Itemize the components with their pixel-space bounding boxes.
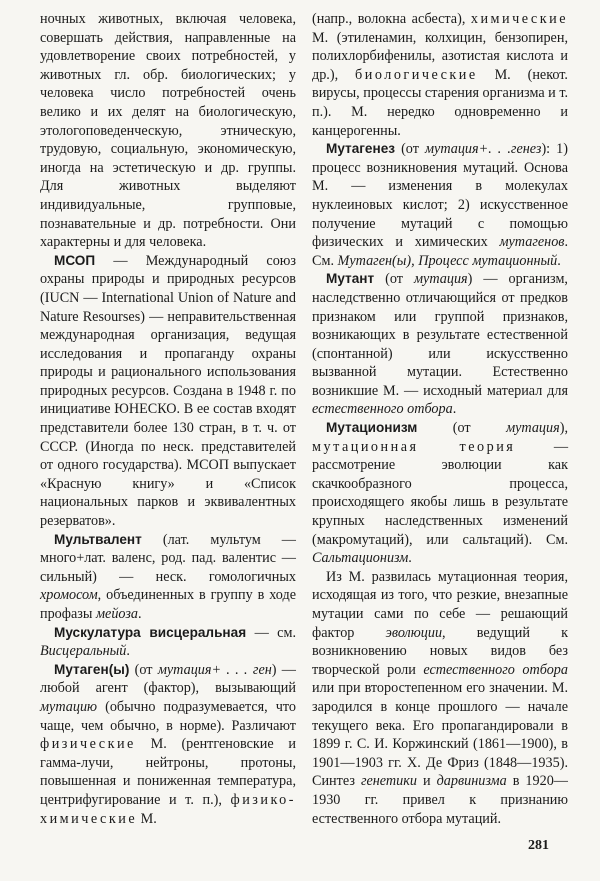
right-column xyxy=(312,10,568,828)
entry-text: М. (этиленамин, колхицин, бензопирен, полихлорбифенилы, азотистая кислота и др.), xyxy=(312,29,568,83)
entry-mutagen xyxy=(40,661,296,828)
continuation-text: ночных животных, включая человека, совершать действия, направленные на удовлетворение своих потребностей, у животных гл. обр. биологических; у человека число потребностей очень велико и их делят на биологическую, этологоповеденческую, этническую, трудовую, социальную, экономическую, иногда на эстетическую и др. группы. Для животных выделяют индивидуальные, групповые, познавательные и др. потребности. Они характерны и для человека. xyxy=(40,11,296,251)
cross-reference: мутагенов xyxy=(499,234,565,251)
entry-msop xyxy=(40,252,296,531)
entry-mutagen-continued xyxy=(312,10,568,140)
entry-mutagenesis xyxy=(312,140,568,270)
page-number: 281 xyxy=(528,838,549,853)
entry-text: . xyxy=(557,252,561,269)
entry-text: ) — любой агент (фактор), вызывающий xyxy=(40,661,296,697)
entry-text: . xyxy=(408,550,412,567)
entry-text: , ведущий к возникновению новых видов без творческой роли xyxy=(312,624,568,678)
cross-reference: хромосом xyxy=(40,587,98,604)
entry-text: — см. xyxy=(246,624,296,641)
cross-reference: Мутаген(ы), Процесс мутационный xyxy=(337,252,558,269)
entry-term: Мультвалент xyxy=(54,531,142,547)
cross-reference: естественного отбора xyxy=(312,401,453,418)
entry-text: . См. xyxy=(312,234,568,269)
cross-reference: мутация xyxy=(413,271,468,288)
spaced-term: мутационная теория xyxy=(312,438,516,455)
cross-reference: Сальтационизм xyxy=(312,550,409,567)
entry-text: ), xyxy=(559,420,568,437)
entry-text: М. xyxy=(137,810,157,827)
entry-continuation xyxy=(40,10,296,252)
entry-text: , объединенных в группу в ходе профазы xyxy=(40,587,296,622)
entry-text: (от xyxy=(417,420,507,437)
entry-text: М. (рентгеновские и гамма-лучи, нейтроны, протоны, повышенная и пониженная температура, центрифугирование и т. п.), xyxy=(40,736,296,808)
entry-text: — Международный союз охраны природы и природных ресурсов (IUCN — International Union of Nature and Nature Resourses) — неправительственная международная организация, ведущая исследования и пропаганду охраны природы и рационального использования природных ресурсов. Создана в 1948 г. по инициативе ЮНЕСКО. В ее состав входят представители более 130 стран, в т. ч. от СССР. (Иногда по неск. представителей от одного государства). МСОП выпускает «Красную книгу» и «Список национальных парков и эквивалентных резерватов». xyxy=(40,252,296,530)
entry-text: Из М. развилась мутационная теория, исходящая из того, что резкие, внезапные мутации сами по себе — решающий фактор xyxy=(312,568,568,641)
cross-reference: естественного отбора xyxy=(423,661,568,678)
cross-reference: генетики xyxy=(360,773,417,790)
entry-text: (лат. мультум — много+лат. валенс, род. пад. валентис — сильный) — неск. гомологичных xyxy=(40,531,296,585)
entry-text: . xyxy=(452,401,457,418)
spaced-term: биологические xyxy=(355,66,478,83)
cross-reference: эволюции xyxy=(385,624,443,641)
cross-reference: мутацию xyxy=(40,698,98,715)
entry-mutationism-continued xyxy=(312,568,568,828)
cross-reference: мутация+ . . . ген xyxy=(157,661,272,678)
entry-text: ): 1) процесс возникновения мутаций. Основа М. — изменения в молекулах нуклеиновых кислот; 2) искусственное получение мутаций с помощью физических и химических xyxy=(312,141,568,251)
entry-text: . xyxy=(126,643,130,660)
entry-text: — рассмотрение эволюции как скачкообразного процесса, происходящего якобы лишь в результате крупных наследственных изменений (макромутаций), или сальтаций). См. xyxy=(312,438,568,548)
entry-text: (от xyxy=(395,141,425,158)
entry-term: Мускулатура висцеральная xyxy=(54,624,247,640)
cross-reference: мутация xyxy=(506,420,560,437)
entry-text: или при второстепенном его значении. М. зародился в конце прошлого — начале текущего века. Его пропагандировали в 1899 г. С. И. Коржинский (1861—1900), в 1901—1903 гг. Х. Де Фриз (1848—1935). Синтез xyxy=(312,680,568,790)
entry-text: в 1920—1930 гг. привел к признанию естественного отбора мутаций. xyxy=(312,773,568,827)
cross-reference: Висцеральный xyxy=(40,643,127,660)
entry-text: (напр., волокна асбеста), xyxy=(312,11,471,27)
entry-term: Мутаген(ы) xyxy=(54,661,130,677)
entry-text: ) — организм, наследственно отличающийся от предков признаком или группой признаков, возникающих в результате естественной (спонтанной) или искусственно вызванной мутации. Естественно возникшие М. — исходный материал для xyxy=(312,271,568,399)
entry-text: и xyxy=(417,773,437,790)
entry-term: МСОП xyxy=(54,252,96,268)
spaced-term: физико-химические xyxy=(40,791,296,827)
entry-mutant xyxy=(312,270,568,419)
cross-reference: дарвинизма xyxy=(436,773,507,790)
entry-multivalent xyxy=(40,531,296,624)
entry-text: (от xyxy=(374,271,414,288)
spaced-term: физические xyxy=(40,736,136,753)
entry-text: (от xyxy=(129,661,158,678)
entry-text: . xyxy=(137,606,142,622)
entry-term: Мутагенез xyxy=(326,141,396,157)
entry-mutationism xyxy=(312,419,568,568)
cross-reference: мейоза xyxy=(95,606,138,622)
spaced-term: химические xyxy=(470,11,568,27)
entry-text: М. (некот. вирусы, процессы старения организма и т. п.). М. нередко одновременно и канцерогенны. xyxy=(312,66,568,139)
entry-text: (обычно подразумевается, что чаще, чем обычно, в норме). Различают xyxy=(40,698,296,734)
cross-reference: мутация+. . .генез xyxy=(424,141,542,158)
entry-term: Мутационизм xyxy=(326,420,418,436)
entry-term: Мутант xyxy=(326,271,375,287)
entry-musculature xyxy=(40,624,296,661)
left-column xyxy=(40,10,296,828)
